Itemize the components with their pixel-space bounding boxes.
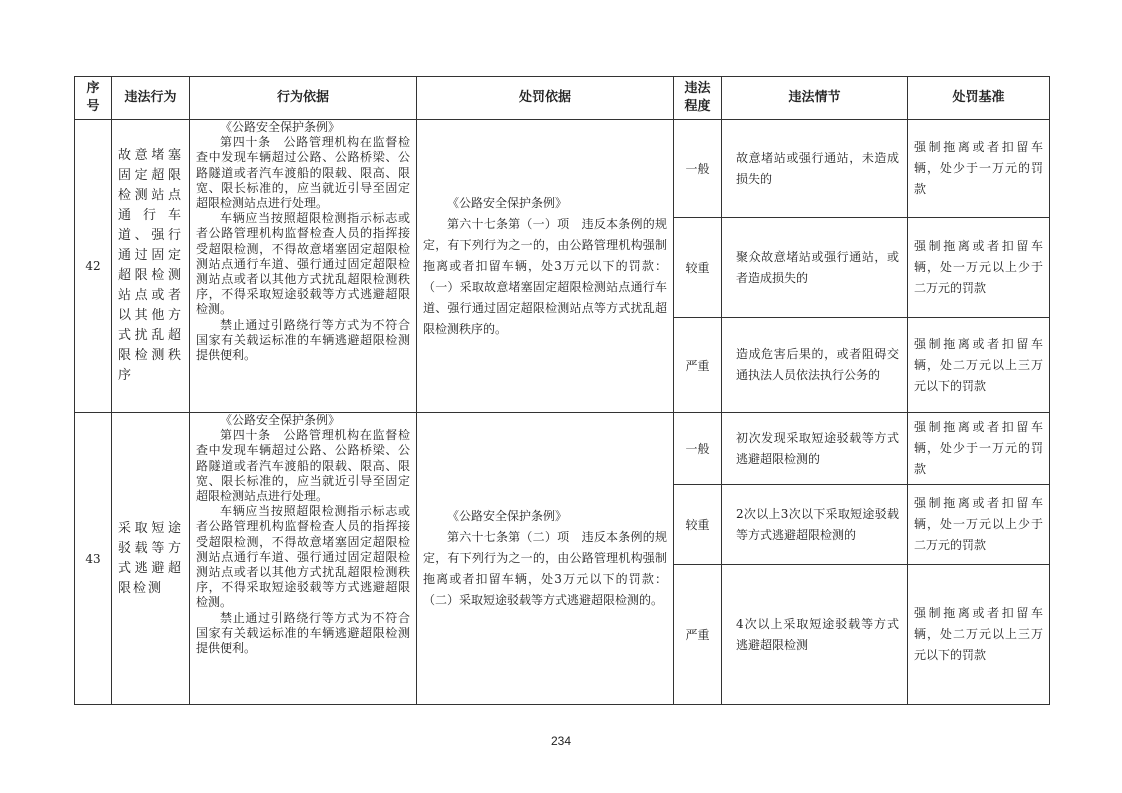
- basis-paragraph: 车辆应当按照超限检测指示标志或者公路管理机构监督检查人员的指挥接受超限检测，不得故意堵塞固定超限检测站点通行车道、强行通过固定超限检测站点或者以其他方式扰乱超限检测秩序，不得采取短途驳载等方式逃避超限检测。: [196, 211, 410, 317]
- degree-label: 严重: [674, 318, 722, 413]
- header-penalty: 处罚依据: [417, 77, 674, 120]
- penalty-table: [74, 76, 1050, 705]
- header-degree: 违法程度: [674, 77, 722, 120]
- header-row: [75, 77, 1050, 120]
- act-basis: [190, 413, 417, 705]
- basis-paragraph: 车辆应当按照超限检测指示标志或者公路管理机构监督检查人员的指挥接受超限检测，不得故意堵塞固定超限检测站点通行车道、强行通过固定超限检测站点或者以其他方式扰乱超限检测秩序，不得采取短途驳载等方式逃避超限检测。: [196, 504, 410, 610]
- degree-label: 严重: [674, 565, 722, 705]
- page-number: 234: [550, 734, 572, 748]
- header-seq: 序号: [75, 77, 112, 120]
- degree-label: 一般: [674, 413, 722, 485]
- penalty-standard: 强制拖离或者扣留车辆，处少于一万元的罚款: [908, 413, 1050, 485]
- basis-paragraph: 禁止通过引路绕行等方式为不符合国家有关载运标准的车辆逃避超限检测提供便利。: [196, 317, 410, 363]
- penalty-standard: 强制拖离或者扣留车辆，处一万元以上少于二万元的罚款: [908, 218, 1050, 318]
- basis-paragraph: 禁止通过引路绕行等方式为不符合国家有关载运标准的车辆逃避超限检测提供便利。: [196, 610, 410, 656]
- penalty-law-title: 《公路安全保护条例》: [447, 195, 568, 210]
- circumstance-text: 2次以上3次以下采取短途驳载等方式逃避超限检测的: [722, 485, 908, 565]
- table-row: [75, 120, 1050, 218]
- header-basis: 行为依据: [190, 77, 417, 120]
- act-basis: [190, 120, 417, 413]
- table-row: [75, 413, 1050, 485]
- penalty-standard: 强制拖离或者扣留车辆，处少于一万元的罚款: [908, 120, 1050, 218]
- degree-label: 较重: [674, 218, 722, 318]
- header-circumstance: 违法情节: [722, 77, 908, 120]
- degree-label: 一般: [674, 120, 722, 218]
- circumstance-text: 4次以上采取短途驳载等方式逃避超限检测: [722, 565, 908, 705]
- violation-act: 故意堵塞固定超限检测站点通行车道、强行通过固定超限检测站点或者以其他方式扰乱超限检测秩序: [112, 120, 190, 413]
- degree-label: 较重: [674, 485, 722, 565]
- penalty-paragraph: 第六十七条第（一）项 违反本条例的规定，有下列行为之一的，由公路管理机构强制拖离或者扣留车辆，处3万元以下的罚款：（一）采取故意堵塞固定超限检测站点通行车道、强行通过固定超限检测站点等方式扰乱超限检测秩序的。: [423, 216, 667, 336]
- circumstance-text: 故意堵站或强行通站，未造成损失的: [722, 120, 908, 218]
- circumstance-text: 聚众故意堵站或强行通站，或者造成损失的: [722, 218, 908, 318]
- basis-paragraph: 第四十条 公路管理机构在监督检查中发现车辆超过公路、公路桥梁、公路隧道或者汽车渡船的限载、限高、限宽、限长标准的，应当就近引导至固定超限检测站点进行处理。: [196, 135, 410, 211]
- penalty-basis: [417, 120, 674, 413]
- penalty-law-title: 《公路安全保护条例》: [447, 509, 568, 523]
- basis-paragraph: 第四十条 公路管理机构在监督检查中发现车辆超过公路、公路桥梁、公路隧道或者汽车渡船的限载、限高、限宽、限长标准的，应当就近引导至固定超限检测站点进行处理。: [196, 428, 410, 504]
- basis-law-title: 《公路安全保护条例》: [220, 413, 341, 427]
- header-act: 违法行为: [112, 77, 190, 120]
- violation-act: 采取短途驳载等方式逃避超限检测: [112, 413, 190, 705]
- penalty-standard: 强制拖离或者扣留车辆，处一万元以上少于二万元的罚款: [908, 485, 1050, 565]
- circumstance-text: 初次发现采取短途驳载等方式逃避超限检测的: [722, 413, 908, 485]
- penalty-basis: [417, 413, 674, 705]
- circumstance-text: 造成危害后果的，或者阻碍交通执法人员依法执行公务的: [722, 318, 908, 413]
- penalty-standard: 强制拖离或者扣留车辆，处二万元以上三万元以下的罚款: [908, 565, 1050, 705]
- penalty-paragraph: 第六十七条第（二）项 违反本条例的规定，有下列行为之一的，由公路管理机构强制拖离或者扣留车辆，处3万元以下的罚款：（二）采取短途驳载等方式逃避超限检测的。: [423, 530, 667, 607]
- header-standard: 处罚基准: [908, 77, 1050, 120]
- basis-law-title: 《公路安全保护条例》: [220, 120, 341, 134]
- row-number: 42: [75, 120, 112, 413]
- row-number: 43: [75, 413, 112, 705]
- penalty-standard: 强制拖离或者扣留车辆，处二万元以上三万元以下的罚款: [908, 318, 1050, 413]
